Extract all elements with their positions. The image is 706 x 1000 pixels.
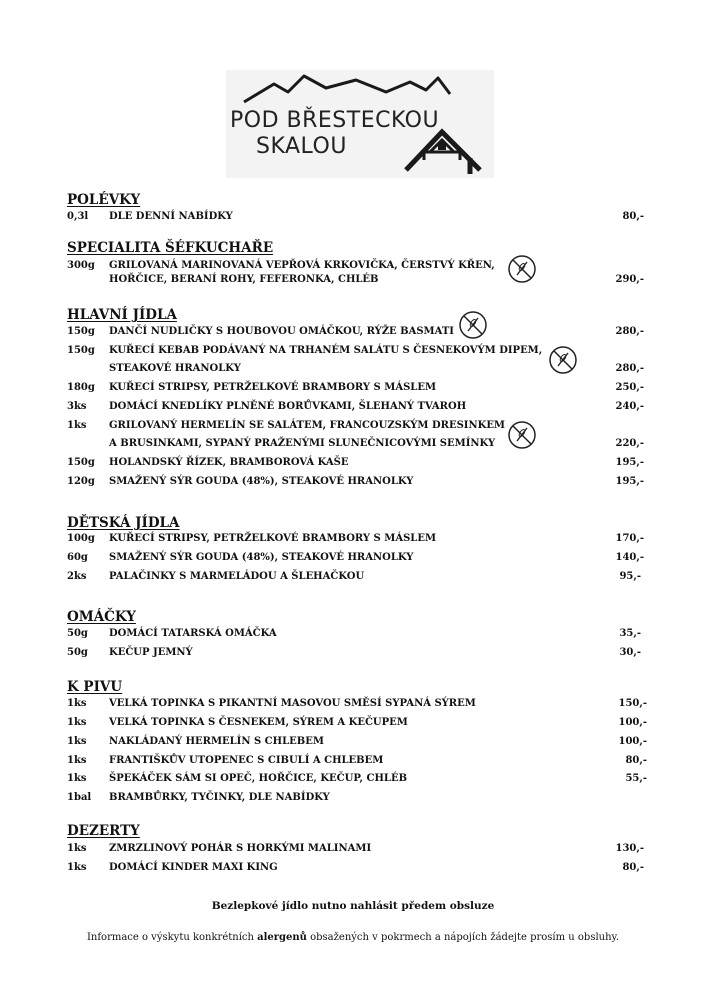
menu-item (67, 552, 647, 566)
item-quantity: 100g (67, 533, 95, 544)
item-description: ZMRZLINOVÝ POHÁR S HORKÝMI MALINAMI (109, 843, 372, 854)
menu-item (67, 862, 647, 876)
item-description: DOMÁCÍ KNEDLÍKY PLNĚNÉ BORŮVKAMI, ŠLEHANÝ TVAROH (109, 401, 467, 412)
menu-item (67, 326, 647, 340)
restaurant-logo (226, 70, 494, 178)
item-quantity: 50g (67, 628, 88, 639)
section-heading-polevky: POLÉVKY (67, 192, 141, 208)
gluten-free-note: Bezlepkové jídlo nutno nahlásit předem obsluze (211, 900, 495, 912)
item-quantity: 1ks (67, 698, 87, 709)
menu-item-continuation (67, 438, 647, 452)
item-quantity: 1ks (67, 862, 87, 873)
menu-item (67, 736, 647, 750)
gluten-free-icon (548, 345, 578, 375)
section-heading-detska: DĚTSKÁ JÍDLA (67, 515, 180, 531)
menu-item (67, 401, 647, 415)
item-quantity: 120g (67, 476, 95, 487)
item-quantity: 1bal (67, 792, 92, 803)
item-price: 35,- (619, 628, 641, 639)
item-price: 80,- (622, 862, 644, 873)
item-description: KUŘECÍ KEBAB PODÁVANÝ NA TRHANÉM SALÁTU S ČESNEKOVÝM DIPEM, (109, 345, 543, 356)
item-price: 220,- (615, 438, 644, 449)
item-price: 195,- (615, 476, 644, 487)
item-description: GRILOVANÝ HERMELÍN SE SALÁTEM, FRANCOUZSKÝM DRESINKEM (109, 420, 506, 431)
section-heading-kpivu: K PIVU (67, 679, 123, 695)
item-quantity: 1ks (67, 736, 87, 747)
item-quantity: 3ks (67, 401, 87, 412)
item-description: PALAČINKY S MARMELÁDOU A ŠLEHAČKOU (109, 571, 365, 582)
menu-item (67, 533, 647, 547)
item-price: 100,- (618, 736, 647, 747)
item-description: VELKÁ TOPINKA S ČESNEKEM, SÝREM A KEČUPEM (109, 717, 408, 728)
menu-item (67, 755, 647, 769)
item-price: 150,- (618, 698, 647, 709)
item-price: 140,- (615, 552, 644, 563)
item-quantity: 1ks (67, 773, 87, 784)
item-quantity: 150g (67, 457, 95, 468)
item-quantity: 2ks (67, 571, 87, 582)
menu-item (67, 698, 647, 712)
menu-item-continuation (67, 274, 647, 288)
item-description: DOMÁCÍ KINDER MAXI KING (109, 862, 278, 873)
item-price: 290,- (615, 274, 644, 285)
item-description: NAKLÁDANÝ HERMELÍN S CHLEBEM (109, 736, 324, 747)
item-description: DLE DENNÍ NABÍDKY (109, 211, 233, 222)
logo-title-line1: POD BŘESTECKOU (230, 108, 440, 133)
item-quantity: 60g (67, 552, 88, 563)
menu-item (67, 843, 647, 857)
menu-item (67, 211, 647, 225)
item-description: KEČUP JEMNÝ (109, 647, 193, 658)
gluten-free-icon (507, 420, 537, 450)
menu-item (67, 647, 647, 661)
item-description-line2: HOŘČICE, BERANÍ ROHY, FEFERONKA, CHLÉB (109, 274, 379, 285)
item-price: 250,- (615, 382, 644, 393)
item-price: 100,- (618, 717, 647, 728)
menu-item (67, 571, 647, 585)
section-heading-omacky: OMÁČKY (67, 609, 136, 625)
item-price: 80,- (622, 211, 644, 222)
gluten-free-icon (458, 310, 488, 340)
item-price: 30,- (619, 647, 641, 658)
item-quantity: 150g (67, 326, 95, 337)
item-description: ŠPEKÁČEK SÁM SI OPEČ, HOŘČICE, KEČUP, CHLÉB (109, 773, 408, 784)
menu-item (67, 457, 647, 471)
item-description: FRANTIŠKŮV UTOPENEC S CIBULÍ A CHLEBEM (109, 755, 384, 766)
item-quantity: 0,3l (67, 211, 89, 222)
allergen-note-pre: Informace o výskytu konkrétních (86, 932, 258, 943)
logo-title-line2: SKALOU (256, 134, 347, 159)
item-price: 130,- (615, 843, 644, 854)
item-description-line2: A BRUSINKAMI, SYPANÝ PRAŽENÝMI SLUNEČNICOVÝMI SEMÍNKY (109, 438, 496, 449)
item-description: VELKÁ TOPINKA S PIKANTNÍ MASOVOU SMĚSÍ SYPANÁ SÝREM (109, 698, 476, 709)
item-quantity: 180g (67, 382, 95, 393)
item-description: KUŘECÍ STRIPSY, PETRŽELKOVÉ BRAMBORY S MÁSLEM (109, 533, 437, 544)
item-description: SMAŽENÝ SÝR GOUDA (48%), STEAKOVÉ HRANOLKY (109, 552, 414, 563)
item-quantity: 1ks (67, 755, 87, 766)
item-price: 80,- (625, 755, 647, 766)
item-quantity: 150g (67, 345, 95, 356)
section-heading-hlavni: HLAVNÍ JÍDLA (67, 307, 177, 323)
item-quantity: 1ks (67, 420, 87, 431)
menu-item (67, 382, 647, 396)
item-description: DANČÍ NUDLIČKY S HOUBOVOU OMÁČKOU, RÝŽE BASMATI (109, 326, 454, 337)
gluten-free-icon (507, 254, 537, 284)
item-quantity: 1ks (67, 843, 87, 854)
item-description: KUŘECÍ STRIPSY, PETRŽELKOVÉ BRAMBORY S MÁSLEM (109, 382, 437, 393)
allergen-note-post: obsažených v pokrmech a nápojích žádejte prosím u obsluhy. (306, 932, 620, 943)
item-price: 55,- (625, 773, 647, 784)
allergen-note-bold: alergenů (257, 932, 307, 943)
item-quantity: 50g (67, 647, 88, 658)
menu-item (67, 420, 647, 434)
allergen-note (0, 932, 706, 943)
item-description: BRAMBŮRKY, TYČINKY, DLE NABÍDKY (109, 792, 330, 803)
item-description: HOLANDSKÝ ŘÍZEK, BRAMBOROVÁ KAŠE (109, 457, 349, 468)
item-description: SMAŽENÝ SÝR GOUDA (48%), STEAKOVÉ HRANOLKY (109, 476, 414, 487)
item-price: 280,- (615, 363, 644, 374)
item-quantity: 1ks (67, 717, 87, 728)
section-heading-dezerty: DEZERTY (67, 823, 140, 839)
menu-item (67, 792, 647, 806)
section-heading-specialita: SPECIALITA ŠÉFKUCHAŘE (67, 240, 274, 256)
menu-item (67, 773, 647, 787)
item-price: 280,- (615, 326, 644, 337)
item-quantity: 300g (67, 260, 95, 271)
menu-item (67, 476, 647, 490)
item-price: 240,- (615, 401, 644, 412)
item-price: 195,- (615, 457, 644, 468)
item-description: GRILOVANÁ MARINOVANÁ VEPŘOVÁ KRKOVIČKA, ČERSTVÝ KŘEN, (109, 260, 495, 271)
menu-item (67, 717, 647, 731)
menu-item (67, 628, 647, 642)
menu-item (67, 260, 647, 274)
item-description: DOMÁCÍ TATARSKÁ OMÁČKA (109, 628, 277, 639)
item-price: 95,- (619, 571, 641, 582)
item-price: 170,- (615, 533, 644, 544)
item-description-line2: STEAKOVÉ HRANOLKY (109, 363, 241, 374)
